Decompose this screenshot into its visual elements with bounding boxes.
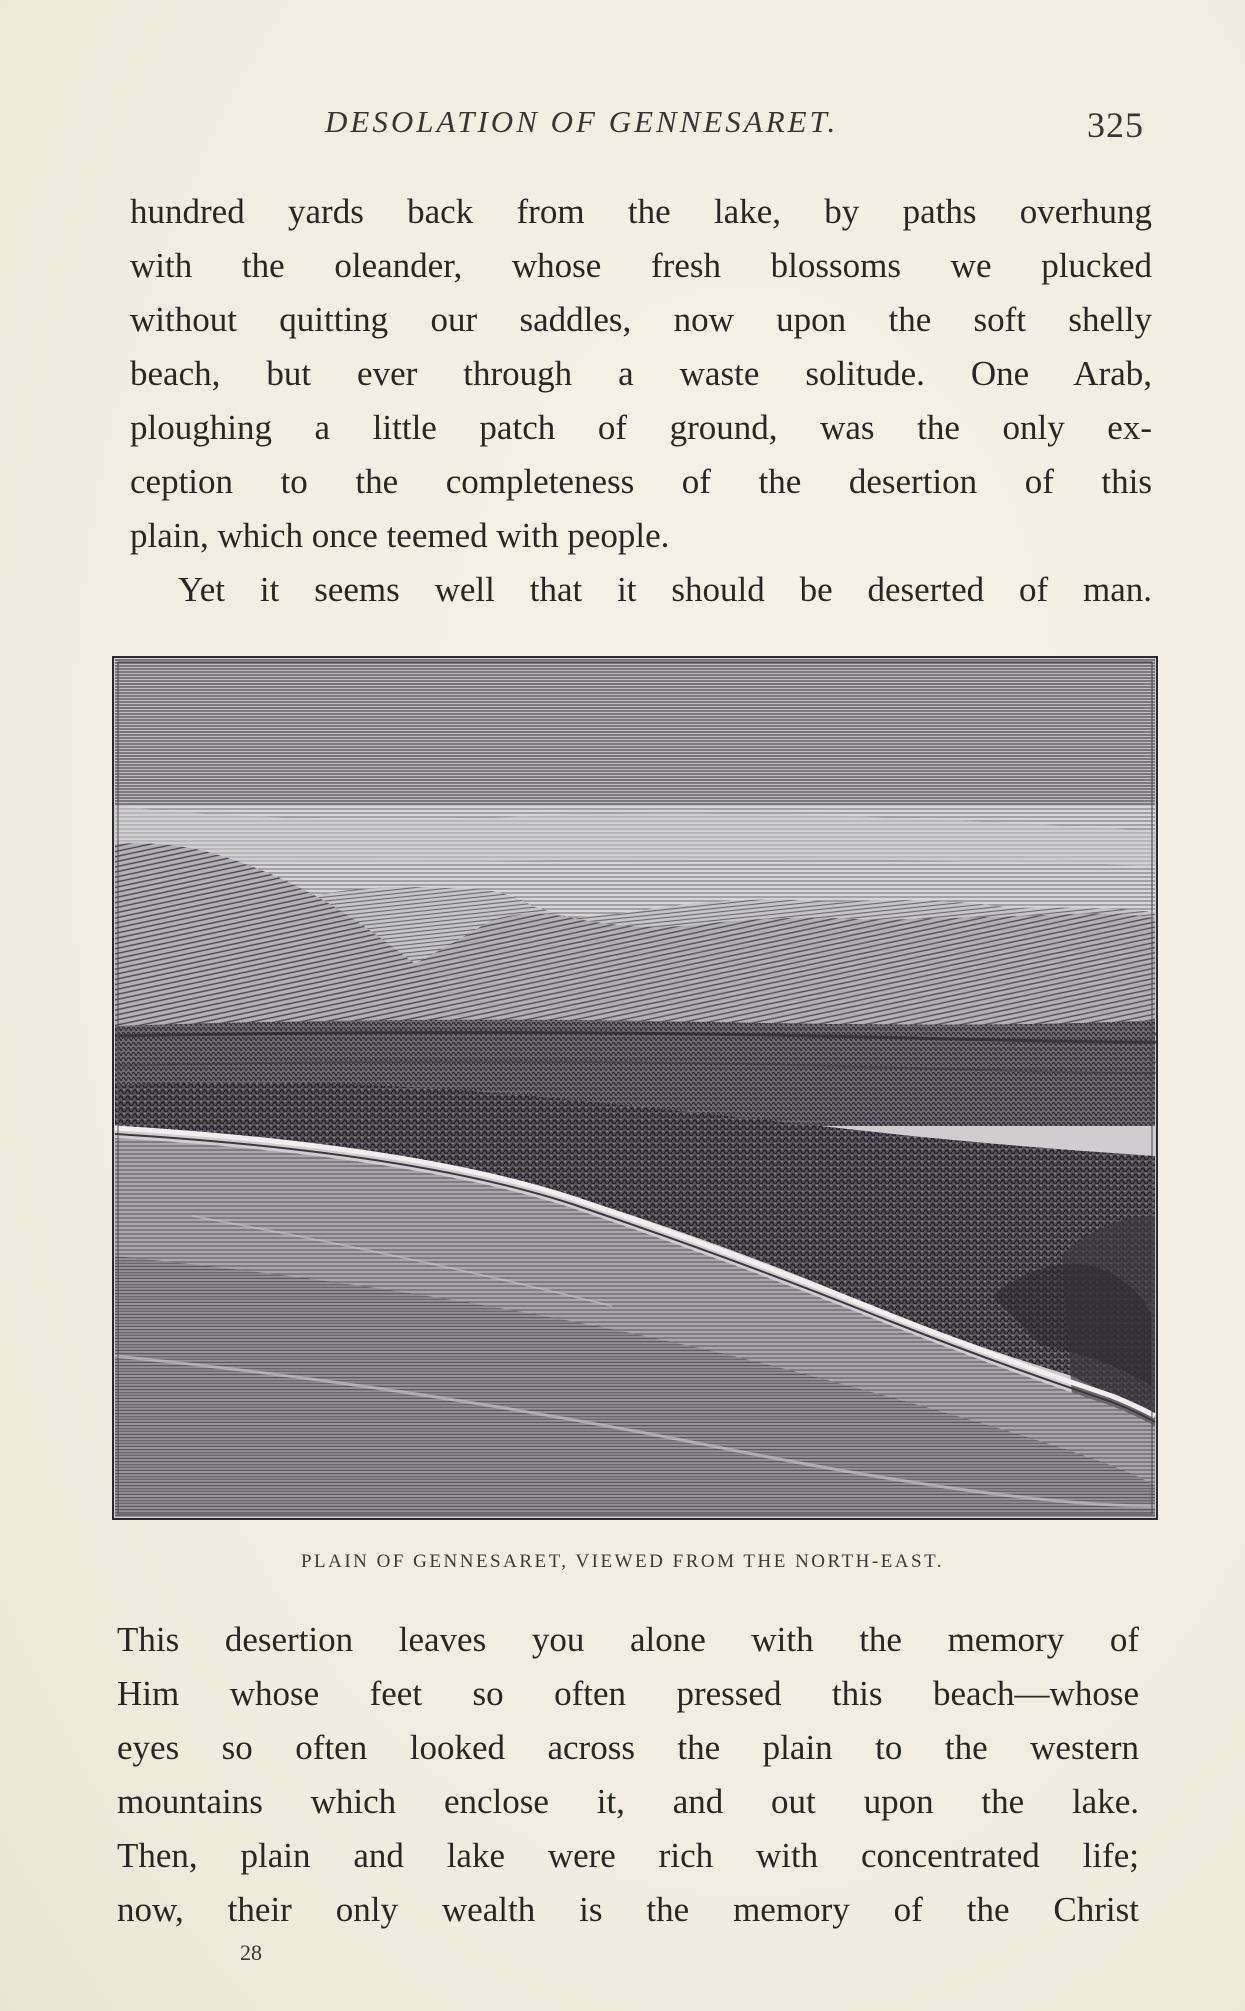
text-line: ception to the completeness of the desertion of this	[130, 462, 1152, 501]
middle-ridge	[372, 913, 1155, 1026]
text-line: ploughing a little patch of ground, was the only ex-	[130, 408, 1152, 447]
text-line: without quitting our saddles, now upon the soft shelly	[130, 300, 1152, 339]
text-line: Him whose feet so often pressed this beach—whose	[117, 1674, 1139, 1713]
text-line: with the oleander, whose fresh blossoms we plucked	[130, 246, 1152, 285]
sky-upper	[115, 659, 1155, 809]
engraving-svg	[112, 656, 1158, 1520]
engraving-illustration	[112, 656, 1158, 1520]
text-line: plain, which once teemed with people.	[130, 516, 670, 555]
text-line: mountains which enclose it, and out upon the lake.	[117, 1782, 1139, 1821]
text-line: hundred yards back from the lake, by paths overhung	[130, 192, 1152, 231]
page-number: 325	[1087, 105, 1144, 145]
paragraph-top	[130, 185, 1152, 617]
text-line-second-paragraph: Yet it seems well that it should be deserted of man.	[178, 570, 1152, 609]
text-line: Then, plain and lake were rich with concentrated life;	[117, 1836, 1139, 1875]
signature-mark: 28	[240, 1940, 262, 1965]
text-line: eyes so often looked across the plain to the western	[117, 1728, 1139, 1767]
text-line: This desertion leaves you alone with the memory of	[117, 1620, 1139, 1659]
figure-caption: PLAIN OF GENNESARET, VIEWED FROM THE NORTH-EAST.	[300, 1551, 945, 1572]
running-head: DESOLATION OF GENNESARET.	[325, 104, 839, 139]
text-line: now, their only wealth is the memory of the Christ	[117, 1890, 1139, 1929]
paragraph-bottom	[117, 1613, 1139, 1937]
text-line: beach, but ever through a waste solitude. One Arab,	[130, 354, 1152, 393]
